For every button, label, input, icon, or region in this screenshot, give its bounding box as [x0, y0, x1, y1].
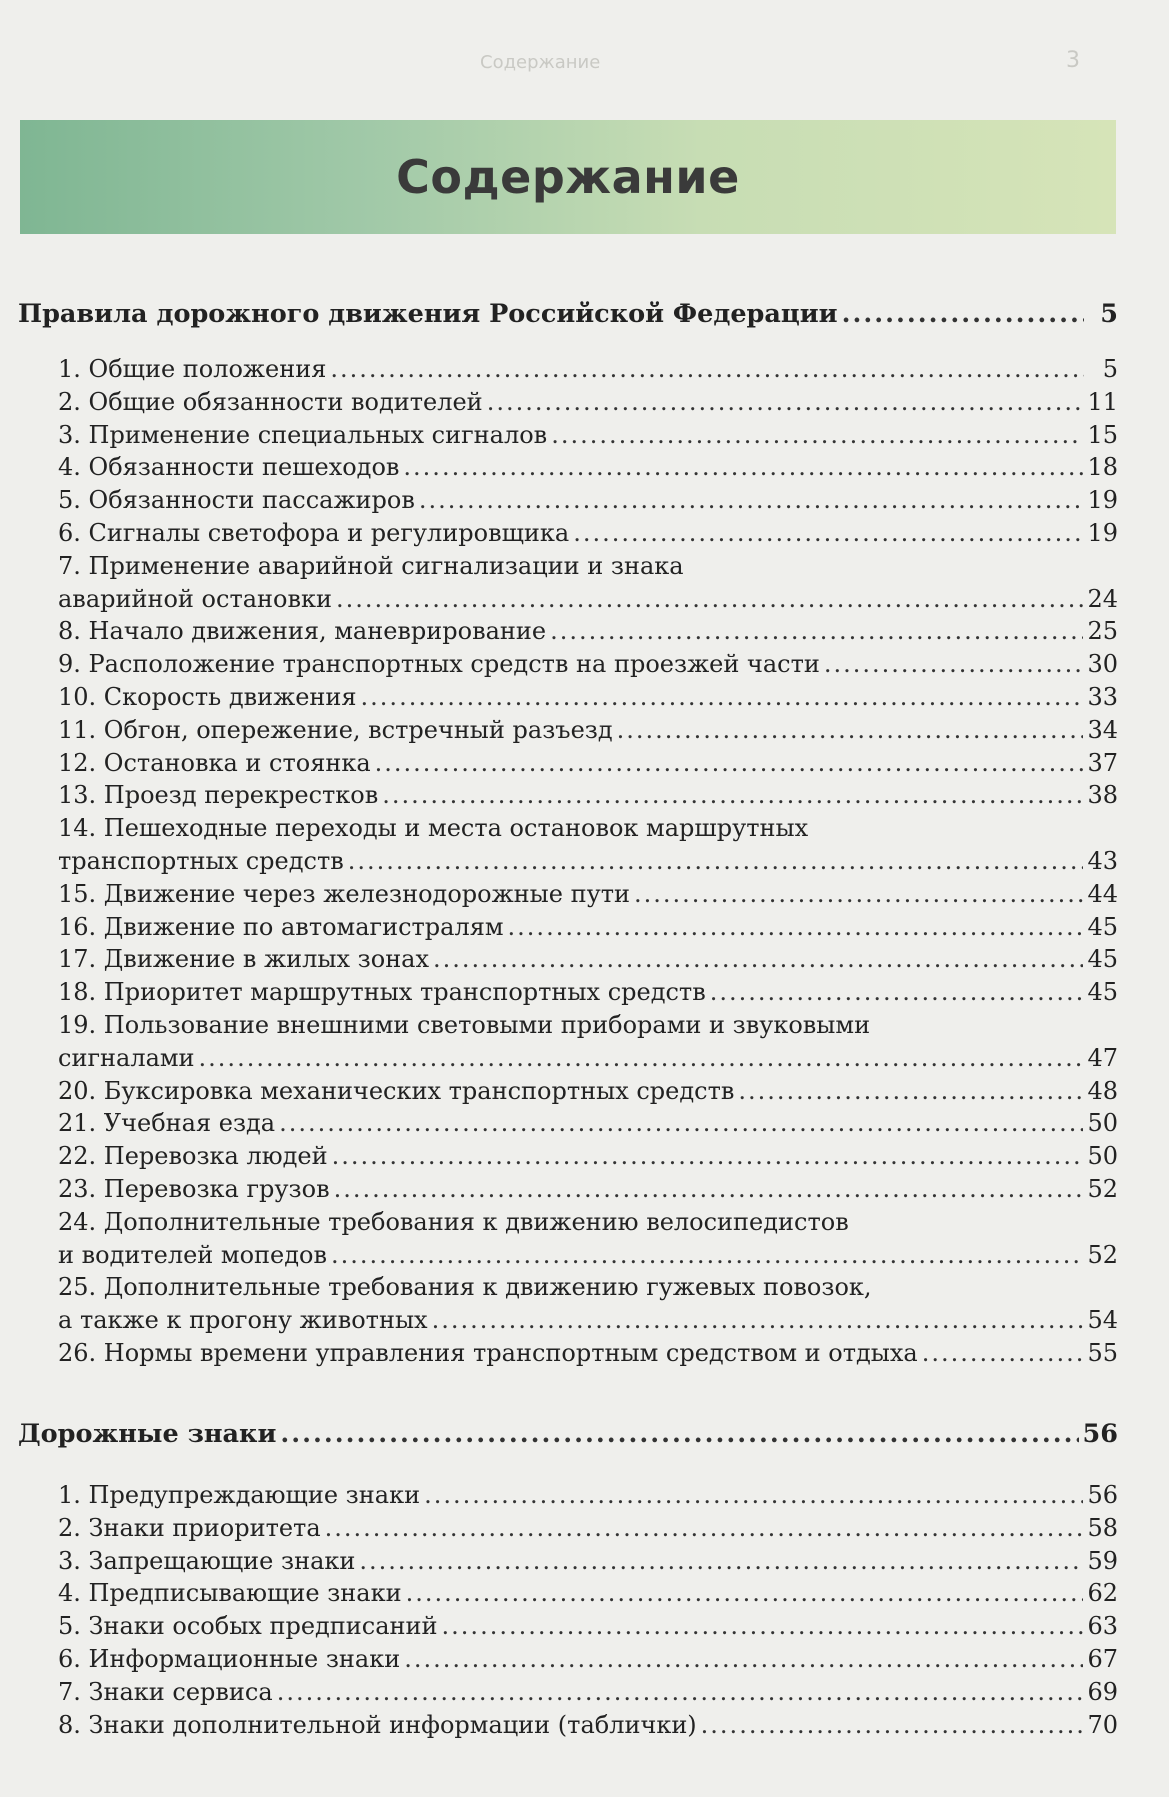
- toc-entry: [58, 353, 1118, 385]
- toc-page-number: 70: [1087, 1710, 1118, 1739]
- leader-dots: [361, 681, 1084, 713]
- running-header-title: Содержание: [480, 52, 601, 73]
- toc-page-number: 5: [1100, 299, 1118, 329]
- toc-entry: [58, 419, 1118, 451]
- toc-page-number: 47: [1087, 1043, 1118, 1072]
- toc-entry-title: транспортных средств: [58, 847, 344, 875]
- leader-dots: [842, 298, 1084, 330]
- leader-dots: [433, 943, 1083, 975]
- toc-entry: [58, 648, 1118, 680]
- toc-entry-title: 8. Знаки дополнительной информации (таблички): [58, 1710, 697, 1739]
- toc-page-number: 19: [1087, 519, 1118, 547]
- leader-dots: [424, 1479, 1083, 1511]
- leader-dots: [359, 1545, 1083, 1577]
- toc-entry: [58, 1545, 1118, 1577]
- toc-page-number: 38: [1087, 781, 1118, 810]
- toc-entry: [58, 517, 1118, 549]
- toc-page-number: 25: [1087, 617, 1118, 646]
- toc-entry-title: 20. Буксировка механических транспортных средств: [58, 1076, 735, 1105]
- leader-dots: [375, 747, 1084, 779]
- toc-entry: [58, 451, 1118, 483]
- toc-entry-title: 3. Запрещающие знаки: [58, 1546, 356, 1575]
- toc-entry-title: 23. Перевозка грузов: [58, 1175, 330, 1203]
- toc-page-number: 24: [1087, 584, 1118, 613]
- toc-entry: [58, 1337, 1118, 1369]
- toc-entry-title: 11. Обгон, опережение, встречный разъезд: [58, 715, 613, 744]
- toc-page-number: 45: [1087, 978, 1118, 1007]
- title-band: [20, 120, 1116, 234]
- toc-entry: [58, 1304, 1118, 1336]
- toc-page-number: 54: [1087, 1306, 1118, 1335]
- leader-dots: [617, 714, 1084, 746]
- toc-page-number: 45: [1087, 945, 1118, 974]
- leader-dots: [403, 451, 1083, 483]
- toc-entry: [58, 779, 1118, 811]
- toc-entry: [58, 1173, 1118, 1205]
- toc-entry-title: 6. Сигналы светофора и регулировщика: [58, 519, 570, 547]
- toc-entry: [58, 583, 1118, 615]
- toc-page-number: 48: [1087, 1076, 1118, 1105]
- toc-page-number: 52: [1087, 1175, 1118, 1203]
- leader-dots: [442, 1610, 1084, 1642]
- toc-page-number: 63: [1087, 1612, 1118, 1641]
- leader-dots: [334, 1173, 1084, 1205]
- leader-dots: [280, 1418, 1078, 1450]
- toc-entry-title: 4. Предписывающие знаки: [58, 1579, 402, 1608]
- toc-entry: [58, 714, 1118, 746]
- leader-dots: [277, 1676, 1084, 1708]
- toc-section-heading: [18, 298, 1118, 330]
- toc-entry: [58, 1577, 1118, 1609]
- toc-entry-title: и водителей мопедов: [58, 1240, 327, 1269]
- toc-entry: [58, 747, 1118, 779]
- toc-entry-title: 4. Обязанности пешеходов: [58, 453, 400, 482]
- toc-page-number: 56: [1082, 1419, 1118, 1449]
- leader-dots: [487, 386, 1084, 418]
- toc-page-number: 55: [1087, 1339, 1118, 1367]
- toc-entry: [58, 1075, 1118, 1107]
- toc-entry: [58, 1479, 1118, 1511]
- toc-page-number: 67: [1087, 1645, 1118, 1673]
- toc-entry-title: а также к прогону животных: [58, 1306, 428, 1335]
- toc-entry: [58, 681, 1118, 713]
- toc-entry-first-line: 25. Дополнительные требования к движению гужевых повозок,: [58, 1273, 872, 1302]
- toc-entry-first-line: 14. Пешеходные переходы и места остановок маршрутных: [58, 814, 809, 843]
- running-header-page-number: 3: [1066, 48, 1080, 73]
- leader-dots: [551, 419, 1083, 451]
- leader-dots: [332, 1140, 1084, 1172]
- leader-dots: [406, 1577, 1084, 1609]
- toc-entry-title: 2. Знаки приоритета: [58, 1513, 321, 1542]
- toc-page-number: 11: [1087, 387, 1118, 416]
- leader-dots: [922, 1337, 1084, 1369]
- leader-dots: [279, 1107, 1083, 1139]
- toc-entry-title: 5. Знаки особых предписаний: [58, 1612, 438, 1641]
- toc-page-number: 18: [1087, 453, 1118, 482]
- toc-entry-title: 18. Приоритет маршрутных транспортных средств: [58, 978, 706, 1007]
- toc-page-number: 33: [1087, 683, 1118, 711]
- toc-page-number: 19: [1087, 486, 1118, 515]
- toc-entry: [58, 484, 1118, 516]
- leader-dots: [199, 1042, 1084, 1074]
- toc-section-heading: [18, 1418, 1118, 1450]
- toc-entry: [58, 1610, 1118, 1642]
- toc-entry: [58, 615, 1118, 647]
- toc-entry-title: 13. Проезд перекрестков: [58, 781, 379, 810]
- toc-entry: [58, 976, 1118, 1008]
- toc-page-number: 37: [1087, 748, 1118, 777]
- toc-page-number: 15: [1087, 420, 1118, 449]
- toc-section-title: Правила дорожного движения Российской Федерации: [18, 299, 838, 329]
- toc-entry-title: 10. Скорость движения: [58, 683, 357, 711]
- toc-page-number: 58: [1087, 1513, 1118, 1542]
- leader-dots: [336, 583, 1083, 615]
- leader-dots: [710, 976, 1084, 1008]
- toc-page-number: 44: [1087, 879, 1118, 908]
- toc-entry-title: 2. Общие обязанности водителей: [58, 387, 483, 416]
- toc-entry-title: аварийной остановки: [58, 584, 332, 613]
- toc-page-number: 50: [1087, 1109, 1118, 1138]
- toc-section-title: Дорожные знаки: [18, 1419, 277, 1449]
- toc-entry-title: 5. Обязанности пассажиров: [58, 486, 415, 515]
- toc-entry: [58, 911, 1118, 943]
- toc-entry-title: 3. Применение специальных сигналов: [58, 420, 548, 449]
- toc-page-number: 69: [1087, 1677, 1118, 1706]
- toc-entry-title: 9. Расположение транспортных средств на проезжей части: [58, 650, 820, 679]
- toc-entry-title: 22. Перевозка людей: [58, 1142, 328, 1171]
- toc-page-number: 34: [1087, 715, 1118, 744]
- toc-page-number: 62: [1087, 1579, 1118, 1608]
- toc-entry-title: сигналами: [58, 1043, 195, 1072]
- toc-entry-title: 8. Начало движения, маневрирование: [58, 617, 547, 646]
- toc-page-number: 52: [1087, 1240, 1118, 1269]
- toc-page-number: 30: [1087, 650, 1118, 679]
- leader-dots: [331, 1239, 1083, 1271]
- toc-entry: [58, 1709, 1118, 1741]
- toc-entry: [58, 845, 1118, 877]
- leader-dots: [550, 615, 1083, 647]
- toc-entry-title: 26. Нормы времени управления транспортным средством и отдыха: [58, 1339, 918, 1367]
- toc-entry-title: 15. Движение через железнодорожные пути: [58, 879, 630, 908]
- toc-entry-title: 16. Движение по автомагистралям: [58, 912, 504, 941]
- leader-dots: [508, 911, 1084, 943]
- leader-dots: [330, 353, 1084, 385]
- leader-dots: [382, 779, 1083, 811]
- leader-dots: [738, 1075, 1083, 1107]
- leader-dots: [404, 1643, 1083, 1675]
- leader-dots: [419, 484, 1084, 516]
- leader-dots: [634, 878, 1083, 910]
- leader-dots: [701, 1709, 1084, 1741]
- toc-entry: [58, 1512, 1118, 1544]
- toc-page-number: 5: [1102, 355, 1118, 383]
- toc-entry-first-line: 24. Дополнительные требования к движению велосипедистов: [58, 1207, 849, 1236]
- leader-dots: [348, 845, 1084, 877]
- toc-entry: [58, 1676, 1118, 1708]
- page-title: Содержание: [396, 150, 740, 204]
- leader-dots: [824, 648, 1084, 680]
- toc-page-number: 56: [1087, 1481, 1118, 1509]
- toc-entry: [58, 1643, 1118, 1675]
- toc-entry: [58, 386, 1118, 418]
- leader-dots: [325, 1512, 1084, 1544]
- toc-entry-title: 17. Движение в жилых зонах: [58, 945, 430, 974]
- toc-entry-title: 1. Общие положения: [58, 355, 327, 383]
- toc-page-number: 50: [1087, 1142, 1118, 1171]
- toc-entry: [58, 1107, 1118, 1139]
- toc-entry-first-line: 7. Применение аварийной сигнализации и знака: [58, 551, 684, 580]
- toc-entry-title: 21. Учебная езда: [58, 1109, 276, 1138]
- toc-page-number: 59: [1087, 1546, 1118, 1575]
- toc-entry: [58, 878, 1118, 910]
- toc-entry-title: 7. Знаки сервиса: [58, 1677, 273, 1706]
- toc-entry: [58, 1042, 1118, 1074]
- toc-entry: [58, 1239, 1118, 1271]
- leader-dots: [573, 517, 1083, 549]
- toc-page-number: 45: [1087, 912, 1118, 941]
- toc-entry-title: 6. Информационные знаки: [58, 1645, 401, 1673]
- toc-entry-title: 1. Предупреждающие знаки: [58, 1481, 421, 1509]
- toc-entry: [58, 943, 1118, 975]
- toc-entry-first-line: 19. Пользование внешними световыми приборами и звуковыми: [58, 1011, 871, 1039]
- toc-page-number: 43: [1087, 847, 1118, 875]
- leader-dots: [432, 1304, 1084, 1336]
- toc-entry-title: 12. Остановка и стоянка: [58, 748, 371, 777]
- toc-entry: [58, 1140, 1118, 1172]
